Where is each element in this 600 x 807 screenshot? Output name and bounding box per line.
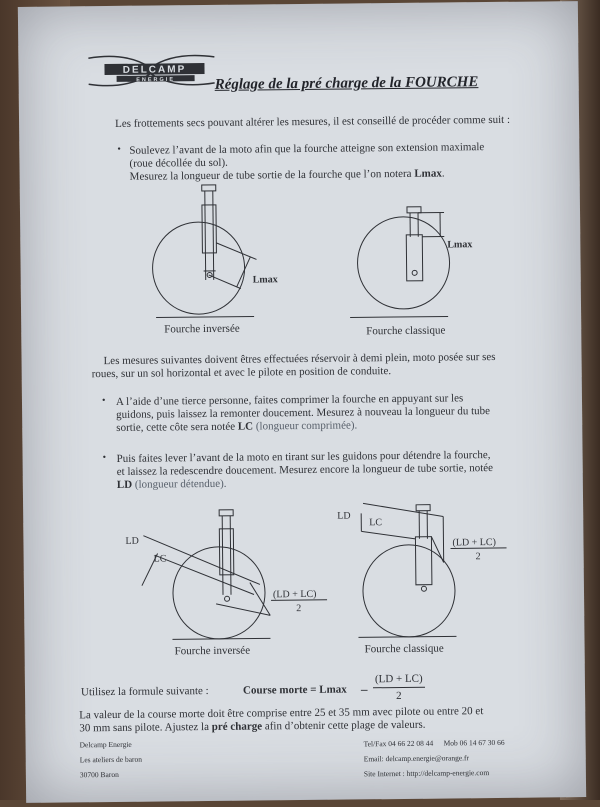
wheel-left-2	[173, 546, 266, 639]
footer-address-2: 30700 Baron	[80, 770, 119, 779]
bullet-3-line-2: et laissez la redescendre doucement. Mesurez encore la longueur de tube sortie, notée	[117, 462, 493, 479]
bullet-1-line-2: (roue décollée du sol).	[129, 157, 227, 171]
bullet-2-line-1: A l’aide d’une tierce personne, faites comprimer la fourche en appuyant sur les	[116, 392, 463, 409]
fork-outer-tube-right-2	[415, 537, 432, 585]
caption-fourche-classique-2: Fourche classique	[365, 643, 444, 657]
term-lmax: Lmax	[414, 168, 442, 180]
frac-num-right: (LD + LC)	[452, 537, 496, 548]
bullet-2-dot: •	[102, 395, 106, 406]
term-pre-charge: pré charge	[212, 720, 263, 733]
logo-subtext: ENERGIE	[136, 77, 175, 83]
caption-fourche-classique-1: Fourche classique	[366, 324, 445, 338]
ld-label-right: LD	[337, 510, 350, 521]
fork-top-left-2	[219, 510, 233, 516]
bullet-2-line-2: guidons, puis laissez la remonter doucement. Mesurez à nouveau la longueur du tube	[116, 405, 490, 422]
bullet-3-dot: •	[103, 452, 107, 463]
frac-den-left: 2	[296, 603, 301, 614]
bullet-1-line-3: Mesurez la longueur de tube sortie de la fourche que l’on notera Lmax.	[130, 167, 445, 183]
frac-num-left: (LD + LC)	[273, 589, 317, 600]
frac-den-right: 2	[476, 551, 481, 562]
fork-top-right-2	[416, 505, 430, 511]
term-ld: LD	[117, 479, 132, 491]
caption-fourche-inversee-1: Fourche inversée	[164, 323, 240, 337]
formula-lhs: Course morte = Lmax	[243, 684, 347, 698]
conclusion-line-1: La valeur de la course morte doit être comprise entre 25 et 35 mm avec pilote ou entre 20 et	[79, 705, 483, 722]
lmax-label-right: Lmax	[447, 239, 472, 250]
paragraph-2-line-1: Les mesures suivantes doivent êtres effectuées réservoir à demi plein, moto posée sur ses	[103, 351, 495, 368]
formula-numerator: (LD + LC)	[375, 673, 423, 686]
footer-mobile: Mob 06 14 67 30 66	[444, 738, 505, 748]
paragraph-2-line-2: roues, sur un sol horizontal et avec le pilote en position de conduite.	[92, 365, 391, 381]
formula-denominator: 2	[396, 690, 402, 703]
ld-label-left: LD	[125, 536, 138, 547]
footer-email: Email: delcamp.energie@orange.fr	[364, 753, 469, 763]
term-lc: LC	[238, 421, 253, 433]
lc-label-right: LC	[369, 517, 382, 528]
footer-website: Site Internet : http://delcamp-energie.com	[364, 768, 489, 778]
bullet-3-line-1: Puis faites lever l’avant de la moto en tirant sur les guidons pour détendre la fourche,	[117, 449, 491, 466]
footer-phone: Tel/Fax 04 66 22 08 44	[364, 739, 434, 749]
logo-text: DELCAMP	[123, 64, 187, 76]
bullet-1-text: Mesurez la longueur de tube sortie de la fourche que l’on notera	[130, 168, 412, 183]
document-page	[18, 1, 586, 803]
footer-address-1: Les ateliers de baron	[80, 755, 142, 765]
bullet-2-text: sortie, cette côte sera notée	[116, 421, 235, 434]
formula-prefix: Utilisez la formule suivante :	[81, 685, 209, 699]
bullet-3-note: (longueur détendue).	[135, 478, 227, 491]
conclusion-text-b: afin d’obtenir cette plage de valeurs.	[265, 719, 426, 733]
bullet-1-line-1: Soulevez l’avant de la moto afin que la fourche atteigne son extension maximale	[129, 141, 484, 158]
bullet-1-dot: •	[117, 144, 121, 155]
footer-company: Delcamp Energie	[80, 740, 132, 750]
bullet-2-note: (longueur comprimée).	[256, 419, 358, 432]
intro-text: Les frottements secs pouvant altérer les mesures, il est conseillé de procéder comme suit :	[115, 114, 510, 131]
lc-label-left: LC	[154, 553, 167, 564]
formula-minus: –	[361, 682, 368, 695]
conclusion-text-a: 30 mm sans pilote. Ajustez la	[79, 721, 209, 734]
page-title: Réglage de la pré charge de la FOURCHE	[215, 76, 479, 92]
caption-fourche-inversee-2: Fourche inversée	[175, 645, 251, 659]
lmax-label-left: Lmax	[253, 274, 278, 285]
